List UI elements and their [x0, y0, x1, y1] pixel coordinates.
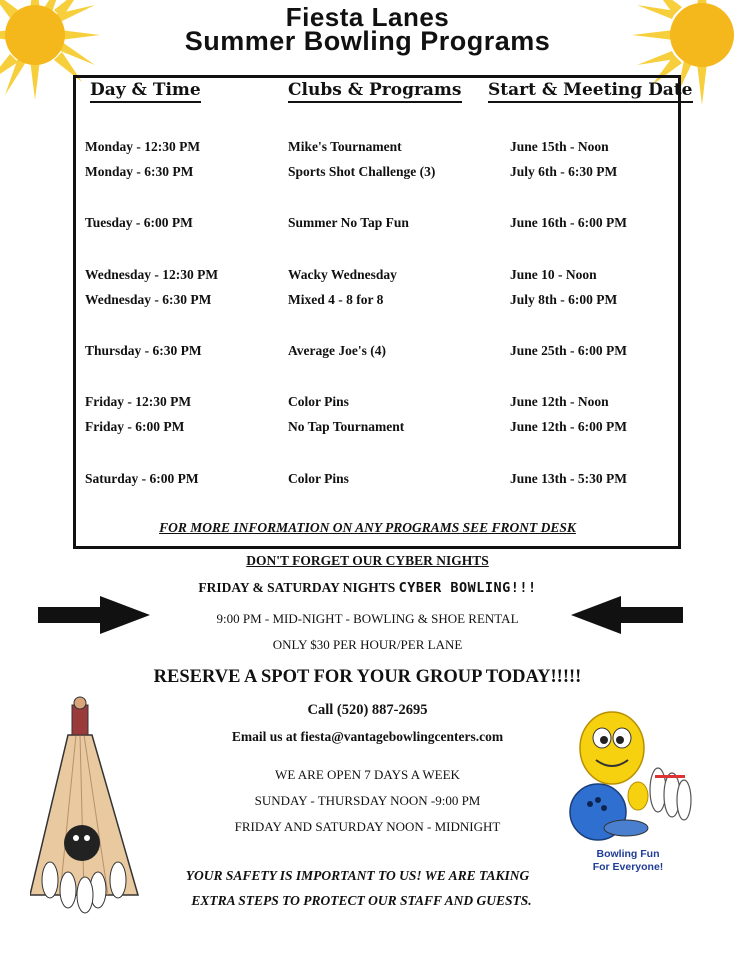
row-day: Friday - 6:00 PM — [85, 419, 185, 434]
row-program: Color Pins — [288, 471, 349, 486]
row-start: July 8th - 6:00 PM — [510, 292, 618, 307]
reserve-headline: RESERVE A SPOT FOR YOUR GROUP TODAY!!!!! — [153, 667, 582, 687]
row-start: June 10 - Noon — [510, 267, 597, 282]
cyber-nights — [0, 580, 735, 596]
arrow-left-icon — [571, 596, 683, 634]
row-start: June 25th - 6:00 PM — [510, 343, 627, 358]
row-program: Average Joe's (4) — [288, 343, 386, 358]
row-day: Saturday - 6:00 PM — [85, 471, 199, 486]
cyber-price: ONLY $30 PER HOUR/PER LANE — [272, 637, 463, 652]
row-start: June 15th - Noon — [510, 139, 609, 154]
safety-line-1: YOUR SAFETY IS IMPORTANT TO US! WE ARE TAKING — [185, 868, 530, 883]
row-program: Mike's Tournament — [288, 139, 402, 154]
hours-weekend: FRIDAY AND SATURDAY NOON - MIDNIGHT — [234, 819, 501, 834]
row-program: Summer No Tap Fun — [288, 215, 409, 230]
row-program: Color Pins — [288, 394, 349, 409]
phone-number: Call (520) 887-2695 — [307, 702, 428, 718]
more-info-note: FOR MORE INFORMATION ON ANY PROGRAMS SEE FRONT DESK — [159, 520, 576, 535]
column-header-start: Start & Meeting Date — [488, 80, 693, 103]
page-title: Summer Bowling Programs — [184, 26, 551, 56]
cyber-bowling-brand: CYBER BOWLING!!! — [398, 580, 537, 596]
safety-line-2: EXTRA STEPS TO PROTECT OUR STAFF AND GUESTS. — [191, 893, 532, 908]
mascot-caption-line-2: For Everyone! — [592, 861, 664, 873]
smiley-mascot-illustration — [560, 700, 695, 850]
email-address: Email us at fiesta@vantagebowlingcenters.com — [231, 729, 504, 744]
cyber-hours: 9:00 PM - MID-NIGHT - BOWLING & SHOE RENTAL — [216, 611, 519, 626]
row-day: Wednesday - 12:30 PM — [85, 267, 219, 282]
row-day: Wednesday - 6:30 PM — [85, 292, 212, 307]
row-start: June 12th - Noon — [510, 394, 609, 409]
mascot-caption-line-1: Bowling Fun — [596, 848, 660, 860]
row-day: Friday - 12:30 PM — [85, 394, 192, 409]
column-header-program: Clubs & Programs — [288, 80, 462, 103]
row-start: June 13th - 5:30 PM — [510, 471, 627, 486]
column-header-day: Day & Time — [90, 80, 201, 103]
row-day: Monday - 12:30 PM — [85, 139, 201, 154]
cyber-nights-label: FRIDAY & SATURDAY NIGHTS — [198, 580, 396, 595]
row-start: July 6th - 6:30 PM — [510, 164, 618, 179]
row-start: June 12th - 6:00 PM — [510, 419, 627, 434]
row-start: June 16th - 6:00 PM — [510, 215, 627, 230]
row-program: Sports Shot Challenge (3) — [288, 164, 436, 179]
mascot-caption — [582, 848, 674, 874]
cyber-heading: DON'T FORGET OUR CYBER NIGHTS — [246, 553, 489, 568]
hours-weekdays: SUNDAY - THURSDAY NOON -9:00 PM — [254, 793, 481, 808]
bowling-alley-illustration — [30, 695, 145, 915]
row-day: Thursday - 6:30 PM — [85, 343, 202, 358]
venue-name: Fiesta Lanes — [285, 2, 450, 32]
row-program: No Tap Tournament — [288, 419, 405, 434]
arrow-right-icon — [38, 596, 150, 634]
row-program: Wacky Wednesday — [288, 267, 397, 282]
row-day: Monday - 6:30 PM — [85, 164, 194, 179]
open-days: WE ARE OPEN 7 DAYS A WEEK — [275, 767, 460, 782]
row-program: Mixed 4 - 8 for 8 — [288, 292, 384, 307]
row-day: Tuesday - 6:00 PM — [85, 215, 193, 230]
